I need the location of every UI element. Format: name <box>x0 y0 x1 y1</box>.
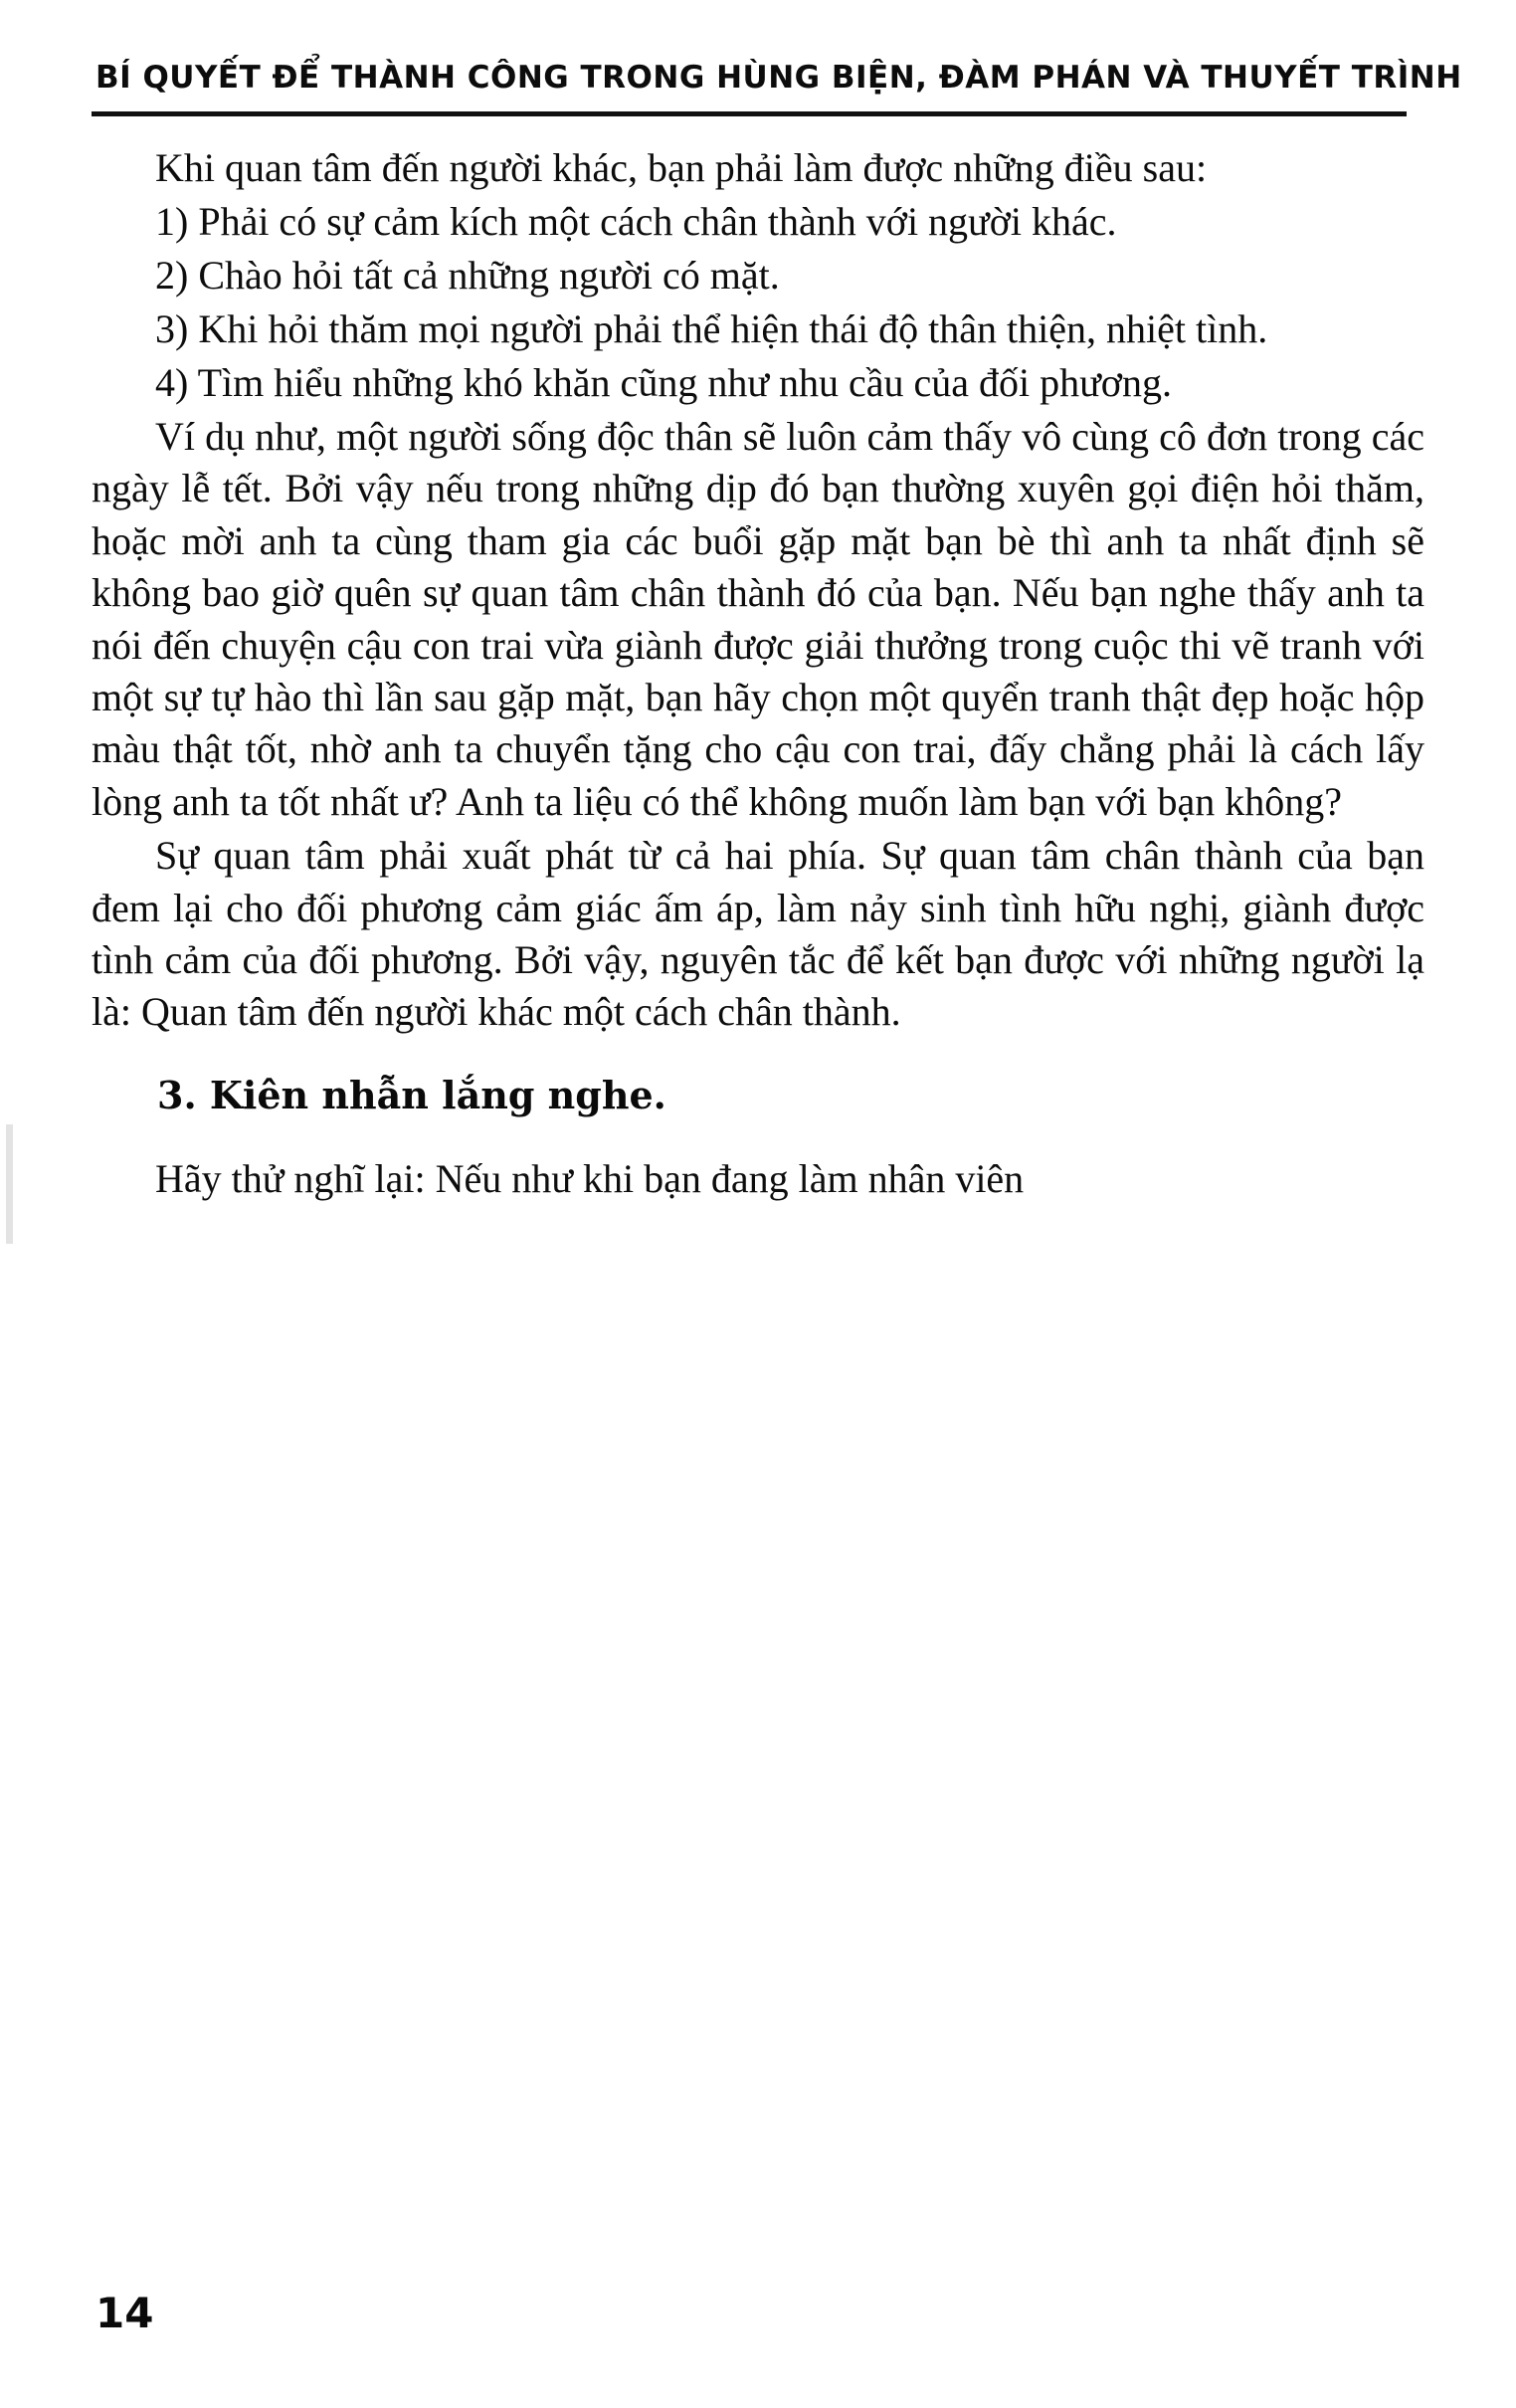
page-number: 14 <box>95 2289 154 2337</box>
section-heading: 3. Kiên nhẫn lắng nghe. <box>157 1072 666 1117</box>
page-content <box>92 60 1462 1207</box>
running-head: BÍ QUYẾT ĐỂ THÀNH CÔNG TRONG HÙNG BIỆN, ĐÀM PHÁN VÀ THUYẾT TRÌNH <box>95 60 1462 96</box>
scan-edge-artifact <box>6 1124 13 1244</box>
paragraph: Ví dụ như, một người sống độc thân sẽ luôn cảm thấy vô cùng cô đơn trong các ngày lễ tết. Bởi vậy nếu trong những dịp đó bạn thường xuyên gọi điện hỏi thăm, hoặc mời anh ta cùng tham gia các buổi gặp mặt bạn bè thì anh ta nhất định sẽ không bao giờ quên sự quan tâm chân thành đó của bạn. Nếu bạn nghe thấy anh ta nói đến chuyện cậu con trai vừa giành được giải thưởng trong cuộc thi vẽ tranh với một sự tự hào thì lần sau gặp mặt, bạn hãy chọn một quyển tranh thật đẹp hoặc hộp màu thật tốt, nhờ anh ta chuyển tặng cho cậu con trai, đấy chẳng phải là cách lấy lòng anh ta tốt nhất ư? Anh ta liệu có thể không muốn làm bạn với bạn không? <box>92 414 1424 824</box>
paragraph: Khi quan tâm đến người khác, bạn phải làm được những điều sau: <box>155 145 1208 190</box>
paragraph: Sự quan tâm phải xuất phát từ cả hai phía. Sự quan tâm chân thành của bạn đem lại cho đối phương cảm giác ấm áp, làm nảy sinh tình hữu nghị, giành được tình cảm của đối phương. Bởi vậy, nguyên tắc để kết bạn được với những người lạ là: Quan tâm đến người khác một cách chân thành. <box>92 833 1424 1035</box>
closing-paragraph: Hãy thử nghĩ lại: Nếu như khi bạn đang làm nhân viên <box>155 1155 1025 1201</box>
paragraph: 3) Khi hỏi thăm mọi người phải thể hiện thái độ thân thiện, nhiệt tình. <box>155 306 1268 351</box>
paragraph: 2) Chào hỏi tất cả những người có mặt. <box>155 253 780 298</box>
body-text <box>92 142 1424 1205</box>
paragraph: 1) Phải có sự cảm kích một cách chân thành với người khác. <box>155 199 1117 244</box>
header-rule <box>92 111 1407 116</box>
paragraph: 4) Tìm hiểu những khó khăn cũng như nhu cầu của đối phương. <box>155 360 1172 405</box>
